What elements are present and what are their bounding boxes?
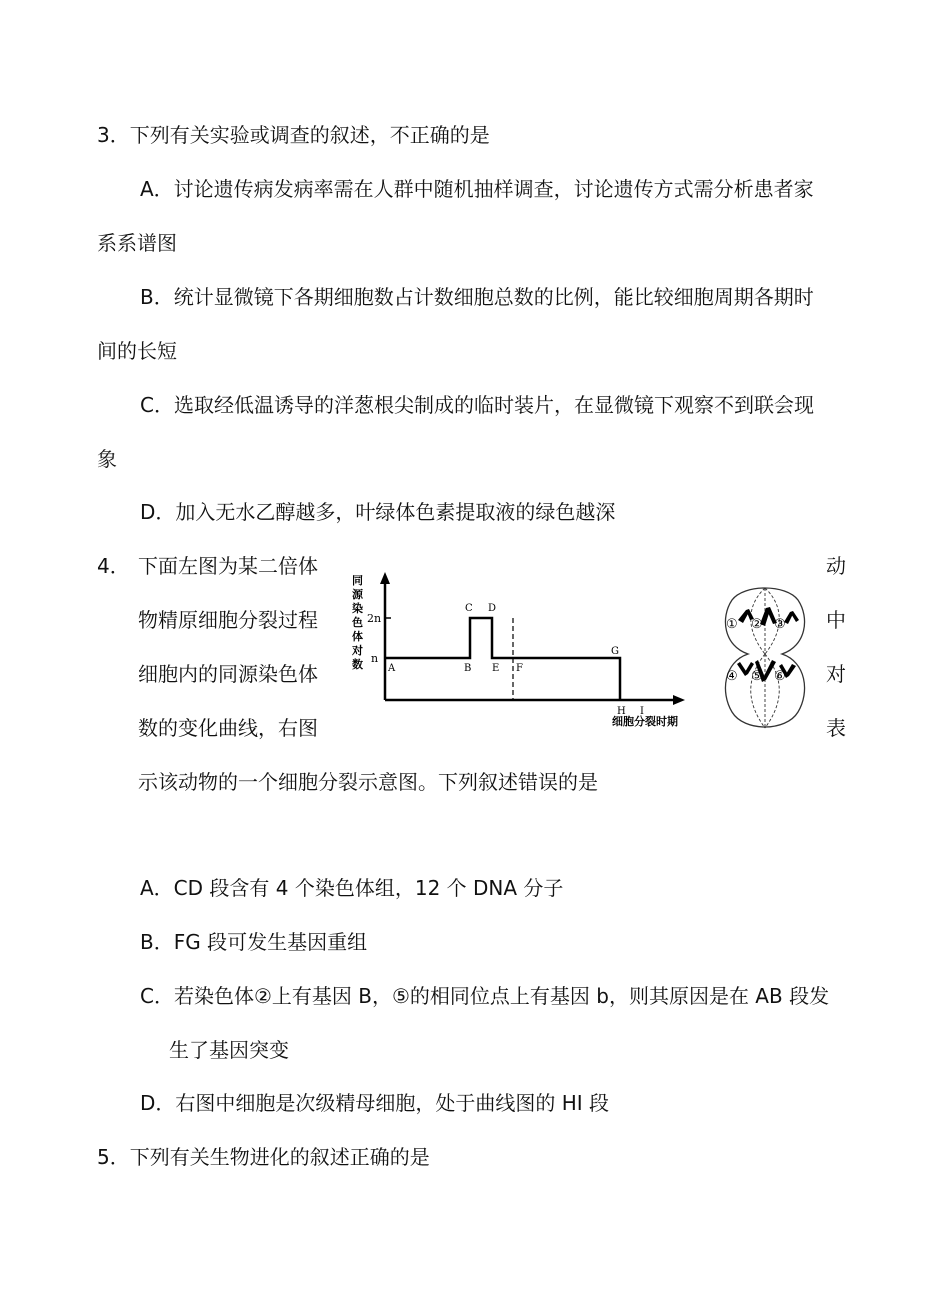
- chromosome-label-4: ④: [726, 669, 738, 684]
- q4-stem-line4-left: 数的变化曲线，右图: [138, 716, 318, 740]
- q4-stem-line2-left: 物精原细胞分裂过程: [138, 608, 318, 632]
- chromosome-label-3: ③: [774, 617, 786, 632]
- q3-option-b-line1: B．统计显微镜下各期细胞数占计数细胞总数的比例，能比较细胞周期各期时: [140, 285, 814, 309]
- q4-stem-line3-right: 对: [826, 662, 846, 686]
- point-G: G: [611, 646, 619, 657]
- q4-number: 4．: [97, 554, 130, 578]
- y-label-char-3: 染: [352, 602, 363, 615]
- q5-stem: 5．下列有关生物进化的叙述正确的是: [97, 1145, 430, 1169]
- y-tick-2n: 2n: [367, 612, 382, 625]
- y-label-char-4: 色: [352, 616, 363, 629]
- chromosome-label-6: ⑥: [774, 669, 786, 684]
- cell-division-diagram: [718, 582, 812, 742]
- q3-option-c-line2: 象: [97, 447, 117, 471]
- q4-stem-line5: 示该动物的一个细胞分裂示意图。下列叙述错误的是: [138, 770, 598, 794]
- point-F: F: [516, 663, 523, 674]
- point-H: H: [617, 706, 626, 717]
- q4-option-a: A．CD 段含有 4 个染色体组，12 个 DNA 分子: [140, 876, 564, 900]
- point-E: E: [492, 663, 500, 674]
- point-B: B: [464, 663, 472, 674]
- point-D: D: [488, 603, 497, 614]
- y-label-char-2: 源: [352, 588, 363, 601]
- chromosome-label-2: ②: [751, 617, 763, 632]
- q4-option-c-line2: 生了基因突变: [169, 1038, 289, 1062]
- q4-stem-line2-right: 中: [826, 608, 846, 632]
- y-label-char-7: 数: [352, 658, 363, 671]
- q4-option-c-line1: C．若染色体②上有基因 B，⑤的相同位点上有基因 b，则其原因是在 AB 段发: [140, 984, 830, 1008]
- homologous-pairs-graph: [345, 570, 690, 730]
- point-I: I: [640, 706, 644, 717]
- chromosome-label-1: ①: [726, 617, 738, 632]
- q3-option-a-line1: A．讨论遗传病发病率需在人群中随机抽样调查，讨论遗传方式需分析患者家: [140, 177, 814, 201]
- y-label-char-5: 体: [352, 630, 363, 643]
- q3-option-b-line2: 间的长短: [97, 339, 177, 363]
- q3-stem: 3．下列有关实验或调查的叙述，不正确的是: [97, 123, 490, 147]
- y-axis-arrow: [380, 572, 390, 584]
- q3-option-c-line1: C．选取经低温诱导的洋葱根尖制成的临时装片，在显微镜下观察不到联会现: [140, 393, 814, 417]
- x-axis-arrow: [673, 695, 685, 705]
- chromosome-label-5: ⑤: [751, 669, 763, 684]
- pairs-curve: [385, 618, 620, 700]
- y-label-char-1: 同: [352, 574, 363, 587]
- q4-stem-line3-left: 细胞内的同源染色体: [138, 662, 318, 686]
- point-A: A: [388, 663, 396, 674]
- point-C: C: [465, 603, 473, 614]
- q3-option-d: D．加入无水乙醇越多，叶绿体色素提取液的绿色越深: [140, 500, 616, 524]
- q4-option-b: B．FG 段可发生基因重组: [140, 930, 368, 954]
- y-label-char-6: 对: [352, 644, 363, 657]
- x-axis-label: 细胞分裂时期: [612, 715, 678, 728]
- q4-stem-line1-right: 动: [826, 554, 846, 578]
- q4-stem-line1-left: 下面左图为某二倍体: [138, 554, 318, 578]
- q3-option-a-line2: 系系谱图: [97, 231, 177, 255]
- y-tick-n: n: [371, 652, 379, 665]
- q4-option-d: D．右图中细胞是次级精母细胞，处于曲线图的 HI 段: [140, 1091, 610, 1115]
- q4-stem-line4-right: 表: [826, 716, 846, 740]
